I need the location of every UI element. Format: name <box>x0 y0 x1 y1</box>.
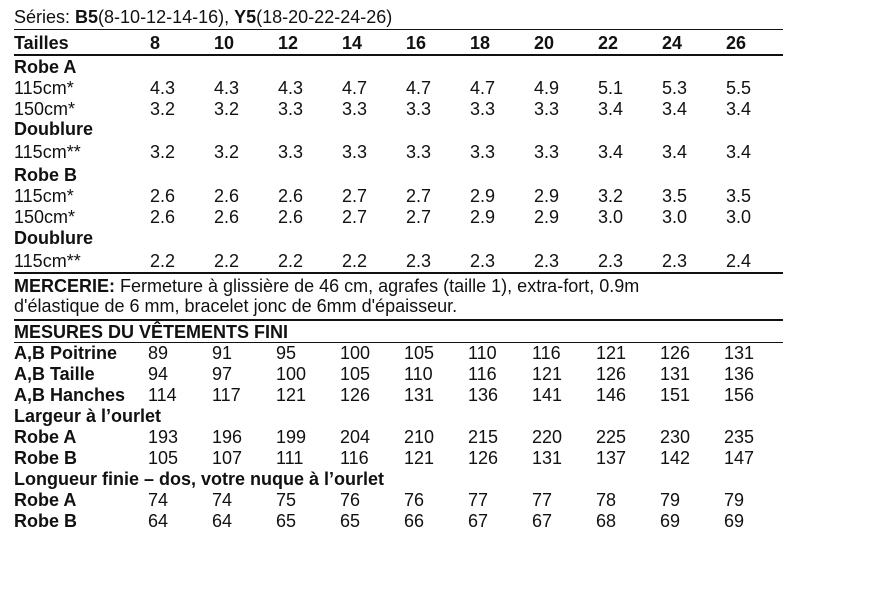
fabric-value-cell: 3.4 <box>598 99 624 119</box>
fabric-value-cell: 2.7 <box>342 207 368 227</box>
fabric-value-cell: 4.3 <box>150 78 176 98</box>
measures-value-cell: 110 <box>404 364 433 384</box>
measures-value-cell: 126 <box>596 364 627 384</box>
measures-value-cell: 151 <box>660 385 691 405</box>
measures-row-label: Robe A <box>14 427 77 447</box>
measures-value-cell: 196 <box>212 427 243 447</box>
fabric-value-cell: 2.6 <box>278 207 304 227</box>
fabric-value-cell: 2.2 <box>150 251 176 271</box>
measures-value-cell: 69 <box>660 511 681 531</box>
fabric-value-cell: 2.4 <box>726 251 752 271</box>
fabric-value-cell: 3.5 <box>662 186 688 206</box>
fabric-row-label: 115cm** <box>14 251 81 271</box>
measures-value-cell: 146 <box>596 385 627 405</box>
measures-value-cell: 105 <box>148 448 179 468</box>
measures-value-cell: 131 <box>660 364 691 384</box>
measures-value-cell: 137 <box>596 448 627 468</box>
measures-value-cell: 79 <box>660 490 681 510</box>
fabric-value-cell: 3.4 <box>662 142 688 162</box>
measures-value-cell: 215 <box>468 427 499 447</box>
fabric-value-cell: 3.0 <box>598 207 624 227</box>
fabric-value-cell: 2.2 <box>214 251 240 271</box>
measures-value-cell: 76 <box>404 490 425 510</box>
measures-value-cell: 193 <box>148 427 179 447</box>
fabric-value-cell: 3.2 <box>214 142 240 162</box>
measures-value-cell: 64 <box>212 511 233 531</box>
fabric-value-cell: 2.3 <box>406 251 432 271</box>
measures-row-label: A,B Hanches <box>14 385 126 405</box>
fabric-value-cell: 3.3 <box>470 99 496 119</box>
fabric-value-cell: 3.4 <box>598 142 624 162</box>
measures-value-cell: 67 <box>468 511 489 531</box>
measures-value-cell: 156 <box>724 385 755 405</box>
measures-title: MESURES DU VÊTEMENTS FINI <box>14 322 289 342</box>
measures-value-cell: 114 <box>148 385 177 405</box>
fabric-value-cell: 2.7 <box>406 207 432 227</box>
divider <box>14 29 783 30</box>
measures-value-cell: 131 <box>532 448 563 468</box>
fabric-row-label: 115cm* <box>14 78 74 98</box>
measures-value-cell: 89 <box>148 343 169 363</box>
measures-row-label: Robe B <box>14 511 77 531</box>
series-y5-label: Y5 <box>234 7 257 27</box>
fabric-value-cell: 2.7 <box>342 186 368 206</box>
size-header-cell: 22 <box>598 33 619 53</box>
fabric-value-cell: 2.3 <box>662 251 688 271</box>
measures-value-cell: 116 <box>340 448 369 468</box>
fabric-value-cell: 3.0 <box>726 207 752 227</box>
measures-value-cell: 136 <box>468 385 499 405</box>
fabric-value-cell: 4.3 <box>214 78 240 98</box>
size-header-cell: 24 <box>662 33 683 53</box>
size-header-cell: 12 <box>278 33 299 53</box>
notions-line-1 <box>14 276 639 296</box>
measures-value-cell: 100 <box>276 364 307 384</box>
measures-value-cell: 116 <box>468 364 497 384</box>
measures-value-cell: 136 <box>724 364 755 384</box>
measures-value-cell: 97 <box>212 364 233 384</box>
fabric-value-cell: 2.7 <box>406 186 432 206</box>
measures-value-cell: 78 <box>596 490 617 510</box>
measures-row-label: A,B Taille <box>14 364 95 384</box>
fabric-value-cell: 3.4 <box>662 99 688 119</box>
notions-text-2: d'élastique de 6 mm, bracelet jonc de 6mm d'épaisseur. <box>14 296 458 316</box>
fabric-value-cell: 3.3 <box>406 142 432 162</box>
fabric-value-cell: 3.3 <box>534 142 560 162</box>
fabric-value-cell: 3.5 <box>726 186 752 206</box>
measures-value-cell: 77 <box>468 490 489 510</box>
fabric-value-cell: 2.9 <box>534 207 560 227</box>
measures-value-cell: 100 <box>340 343 371 363</box>
measures-value-cell: 116 <box>532 343 561 363</box>
fabric-value-cell: 3.3 <box>342 142 368 162</box>
measures-value-cell: 121 <box>532 364 563 384</box>
series-b5-label: B5 <box>75 7 99 27</box>
measures-value-cell: 95 <box>276 343 297 363</box>
measures-value-cell: 105 <box>404 343 435 363</box>
measures-value-cell: 230 <box>660 427 691 447</box>
series-line <box>14 7 392 27</box>
measures-heading: Longueur finie – dos, votre nuque à l’ourlet <box>14 469 385 489</box>
fabric-value-cell: 2.6 <box>214 207 240 227</box>
measures-row-label: Robe B <box>14 448 77 468</box>
fabric-value-cell: 5.5 <box>726 78 752 98</box>
fabric-value-cell: 3.3 <box>406 99 432 119</box>
fabric-value-cell: 2.2 <box>342 251 368 271</box>
measures-value-cell: 74 <box>148 490 169 510</box>
divider <box>14 54 783 56</box>
measures-value-cell: 199 <box>276 427 307 447</box>
fabric-value-cell: 4.7 <box>342 78 368 98</box>
measures-value-cell: 126 <box>660 343 691 363</box>
measures-value-cell: 142 <box>660 448 691 468</box>
measures-value-cell: 74 <box>212 490 233 510</box>
fabric-value-cell: 2.3 <box>534 251 560 271</box>
measures-value-cell: 94 <box>148 364 169 384</box>
measures-value-cell: 77 <box>532 490 553 510</box>
size-header-cell: 18 <box>470 33 491 53</box>
fabric-row-label: 115cm* <box>14 186 74 206</box>
measures-value-cell: 66 <box>404 511 425 531</box>
measures-value-cell: 121 <box>596 343 627 363</box>
measures-value-cell: 75 <box>276 490 297 510</box>
measures-row-label: Robe A <box>14 490 77 510</box>
series-y5-sizes: (18-20-22-24-26) <box>256 7 393 27</box>
fabric-row-label: 115cm** <box>14 142 81 162</box>
fabric-value-cell: 2.6 <box>150 207 176 227</box>
measures-row-label: A,B Poitrine <box>14 343 118 363</box>
fabric-value-cell: 4.9 <box>534 78 560 98</box>
size-header-cell: 14 <box>342 33 363 53</box>
fabric-value-cell: 2.9 <box>534 186 560 206</box>
measures-value-cell: 76 <box>340 490 361 510</box>
notions-text-1: Fermeture à glissière de 46 cm, agrafes (taille 1), extra-fort, 0.9m <box>115 276 640 296</box>
series-b5-sizes: (8-10-12-14-16), <box>98 7 235 27</box>
measures-value-cell: 65 <box>276 511 297 531</box>
fabric-row-label: 150cm* <box>14 207 76 227</box>
measures-value-cell: 107 <box>212 448 243 468</box>
measures-value-cell: 126 <box>340 385 371 405</box>
notions-line-2 <box>14 296 457 316</box>
fabric-value-cell: 2.9 <box>470 186 496 206</box>
measures-value-cell: 65 <box>340 511 361 531</box>
series-prefix: Séries: <box>14 7 76 27</box>
measures-value-cell: 121 <box>276 385 307 405</box>
fabric-value-cell: 2.9 <box>470 207 496 227</box>
measures-value-cell: 220 <box>532 427 563 447</box>
fabric-value-cell: 3.3 <box>278 142 304 162</box>
measures-value-cell: 69 <box>724 511 745 531</box>
fabric-heading: Robe B <box>14 165 77 185</box>
measures-value-cell: 126 <box>468 448 499 468</box>
measures-value-cell: 210 <box>404 427 435 447</box>
fabric-value-cell: 3.2 <box>598 186 624 206</box>
fabric-value-cell: 5.3 <box>662 78 688 98</box>
fabric-value-cell: 3.3 <box>278 99 304 119</box>
fabric-value-cell: 3.4 <box>726 142 752 162</box>
fabric-value-cell: 3.2 <box>150 142 176 162</box>
fabric-value-cell: 3.2 <box>150 99 176 119</box>
size-header-cell: 16 <box>406 33 427 53</box>
measures-value-cell: 67 <box>532 511 553 531</box>
measures-heading: Largeur à l’ourlet <box>14 406 162 426</box>
size-header-cell: 8 <box>150 33 161 53</box>
fabric-value-cell: 2.2 <box>278 251 304 271</box>
size-header-cell: 10 <box>214 33 235 53</box>
fabric-row-label: 150cm* <box>14 99 76 119</box>
measures-value-cell: 141 <box>532 385 563 405</box>
fabric-value-cell: 3.3 <box>342 99 368 119</box>
measures-value-cell: 147 <box>724 448 755 468</box>
fabric-value-cell: 5.1 <box>598 78 624 98</box>
fabric-value-cell: 2.6 <box>150 186 176 206</box>
fabric-value-cell: 4.7 <box>470 78 496 98</box>
measures-value-cell: 68 <box>596 511 617 531</box>
fabric-value-cell: 3.3 <box>470 142 496 162</box>
divider <box>14 272 783 274</box>
fabric-heading: Doublure <box>14 119 93 139</box>
fabric-value-cell: 2.3 <box>598 251 624 271</box>
fabric-value-cell: 2.6 <box>278 186 304 206</box>
measures-value-cell: 111 <box>276 448 304 468</box>
measures-value-cell: 64 <box>148 511 169 531</box>
fabric-value-cell: 4.7 <box>406 78 432 98</box>
measures-value-cell: 110 <box>468 343 497 363</box>
size-header-cell: 26 <box>726 33 747 53</box>
divider <box>14 319 783 321</box>
fabric-value-cell: 3.3 <box>534 99 560 119</box>
fabric-value-cell: 4.3 <box>278 78 304 98</box>
size-header-cell: 20 <box>534 33 555 53</box>
fabric-value-cell: 3.4 <box>726 99 752 119</box>
fabric-value-cell: 2.6 <box>214 186 240 206</box>
fabric-heading: Robe A <box>14 57 77 77</box>
fabric-heading: Doublure <box>14 228 93 248</box>
measures-value-cell: 117 <box>212 385 241 405</box>
measures-value-cell: 121 <box>404 448 435 468</box>
measures-value-cell: 91 <box>212 343 233 363</box>
measures-value-cell: 204 <box>340 427 371 447</box>
fabric-value-cell: 3.0 <box>662 207 688 227</box>
fabric-value-cell: 2.3 <box>470 251 496 271</box>
measures-value-cell: 225 <box>596 427 627 447</box>
notions-label: MERCERIE: <box>14 276 116 296</box>
measures-value-cell: 235 <box>724 427 755 447</box>
measures-value-cell: 79 <box>724 490 745 510</box>
measures-value-cell: 131 <box>724 343 755 363</box>
measures-value-cell: 105 <box>340 364 371 384</box>
measures-value-cell: 131 <box>404 385 435 405</box>
fabric-value-cell: 3.2 <box>214 99 240 119</box>
size-header-label: Tailles <box>14 33 69 53</box>
